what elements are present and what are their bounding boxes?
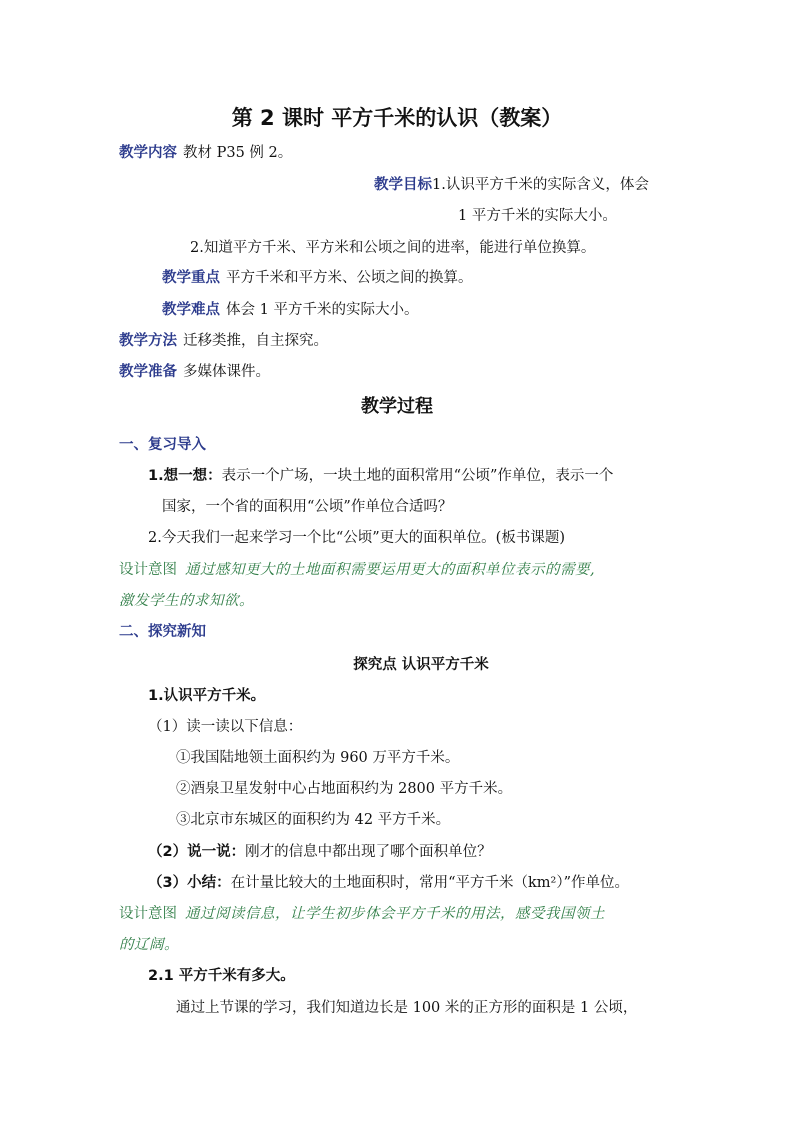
section1-heading: 一、复习导入 xyxy=(119,437,206,453)
teaching-difficult-label: 教学难点 xyxy=(162,302,220,318)
teaching-content-label: 教学内容 xyxy=(119,145,177,161)
teaching-prep-value: 多媒体课件。 xyxy=(183,364,270,380)
section1-design-text: 通过感知更大的土地面积需要运用更大的面积单位表示的需要, xyxy=(185,562,596,578)
section2-design-row xyxy=(119,904,605,924)
section2-design-cont: 的辽阔。 xyxy=(119,937,179,953)
section1-item1-label: 1.想一想： xyxy=(148,468,222,484)
teaching-key-value: 平方千米和平方米、公顷之间的换算。 xyxy=(226,270,473,286)
teaching-goal-label: 教学目标 xyxy=(374,177,432,193)
section2-item1: 1.认识平方千米。 xyxy=(148,688,266,704)
section1-item2: 2.今天我们一起来学习一个比“公顷”更大的面积单位。(板书课题) xyxy=(148,530,565,546)
teaching-method-row xyxy=(119,331,328,351)
section2-read-row xyxy=(148,717,302,737)
section2-fact2: ②酒泉卫星发射中心占地面积约为 2800 平方千米。 xyxy=(176,781,513,797)
section2-design-text: 通过阅读信息，让学生初步体会平方千米的用法，感受我国领土 xyxy=(185,906,605,922)
section2-say-row xyxy=(148,842,492,862)
section1-design-row xyxy=(119,560,595,580)
section2-summary-text: 在计量比较大的土地面积时，常用“平方千米（km²）”作单位。 xyxy=(230,875,630,891)
section2-say-label: （2）说一说： xyxy=(148,844,246,860)
teaching-prep-label: 教学准备 xyxy=(119,364,177,380)
section2-summary-row xyxy=(148,873,629,893)
section1-item1-text: 表示一个广场，一块土地的面积常用“公顷”作单位，表示一个 xyxy=(221,468,614,484)
section2-subheading: 探究点 认识平方千米 xyxy=(353,657,489,673)
teaching-goal-1a: 1.认识平方千米的实际含义，体会 xyxy=(432,177,649,193)
teaching-key-label: 教学重点 xyxy=(162,270,220,286)
section2-summary-label: （3）小结： xyxy=(148,875,231,891)
section1-item1-cont: 国家，一个省的面积用“公顷”作单位合适吗？ xyxy=(162,499,453,515)
section2-read-text: 读一读以下信息： xyxy=(186,719,303,735)
section2-item21: 2.1 平方千米有多大。 xyxy=(148,968,295,984)
section2-fact3: ③北京市东城区的面积约为 42 平方千米。 xyxy=(176,812,451,828)
teaching-content-row xyxy=(119,143,292,163)
section1-item1 xyxy=(148,466,613,486)
teaching-prep-row xyxy=(119,362,270,382)
section2-design-label: 设计意图 xyxy=(119,906,177,922)
section2-say-text: 刚才的信息中都出现了哪个面积单位？ xyxy=(245,844,492,860)
teaching-goal-2: 2.知道平方千米、平方米和公顷之间的进率，能进行单位换算。 xyxy=(190,240,596,256)
teaching-goal-row xyxy=(374,175,649,195)
process-heading: 教学过程 xyxy=(361,396,433,417)
teaching-key-row xyxy=(162,268,473,288)
section2-fact1: ①我国陆地领土面积约为 960 万平方千米。 xyxy=(176,750,460,766)
teaching-method-label: 教学方法 xyxy=(119,333,177,349)
section2-paragraph: 通过上节课的学习，我们知道边长是 100 米的正方形的面积是 1 公顷， xyxy=(176,1000,638,1016)
teaching-difficult-row xyxy=(162,300,418,320)
section2-heading: 二、探究新知 xyxy=(119,624,206,640)
teaching-method-value: 迁移类推，自主探究。 xyxy=(183,333,328,349)
teaching-content-value: 教材 P35 例 2。 xyxy=(183,145,293,161)
teaching-goal-1b: 1 平方千米的实际大小。 xyxy=(458,208,617,224)
section1-design-label: 设计意图 xyxy=(119,562,177,578)
teaching-difficult-value: 体会 1 平方千米的实际大小。 xyxy=(226,302,419,318)
section1-design-cont: 激发学生的求知欲。 xyxy=(119,593,254,609)
page-title: 第 2 课时 平方千米的认识（教案） xyxy=(231,106,563,130)
section2-read-label: （1） xyxy=(148,719,187,735)
